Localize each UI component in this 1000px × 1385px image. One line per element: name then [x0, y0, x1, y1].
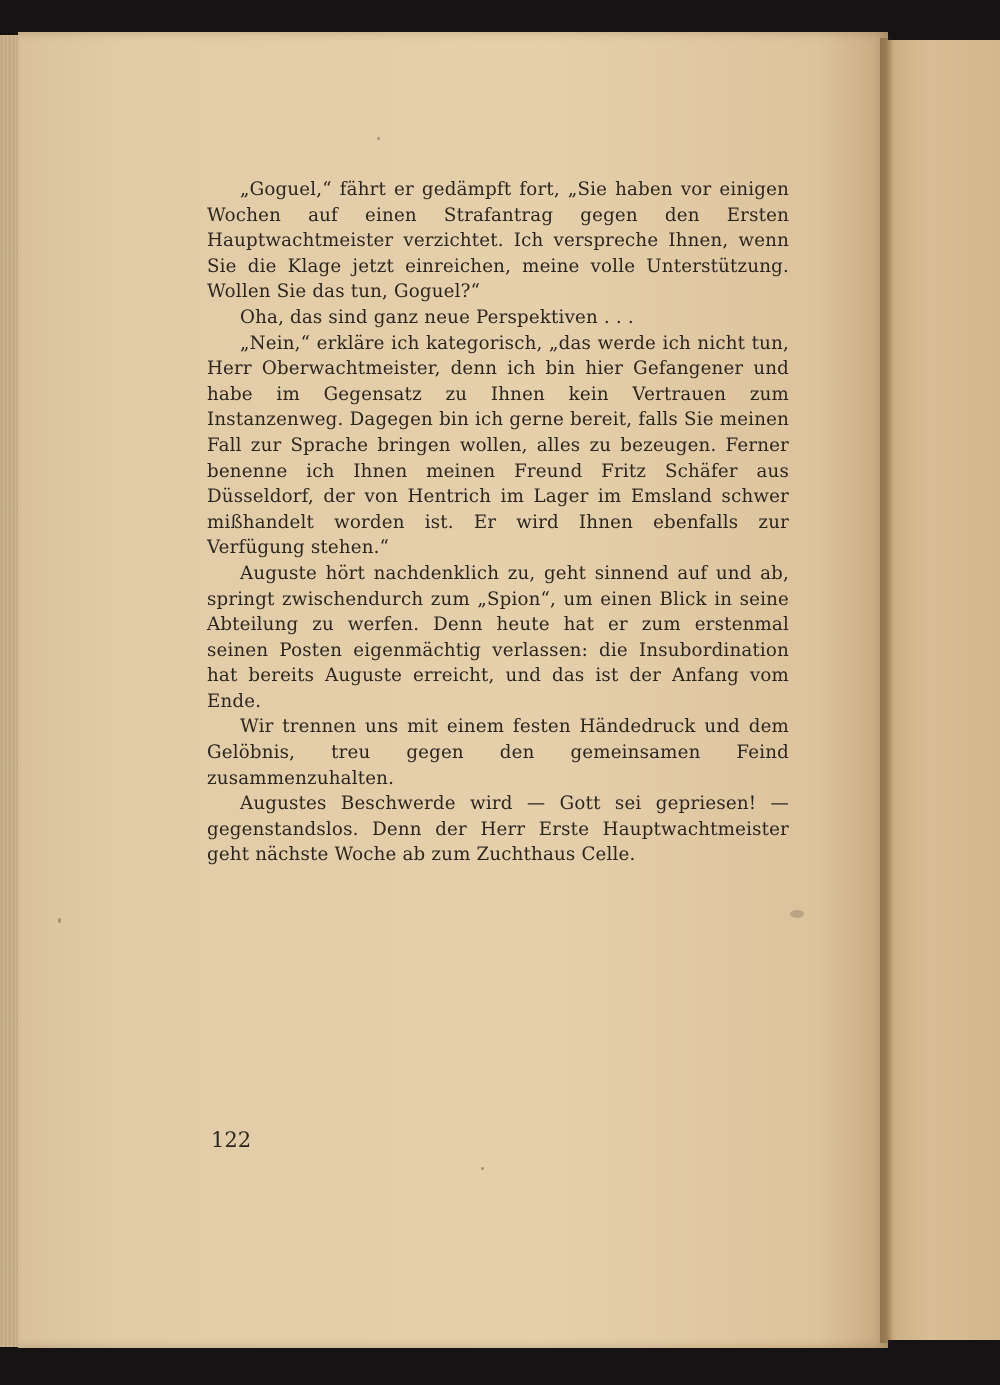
paper-speck — [377, 137, 380, 140]
paragraph: Oha, das sind ganz neue Perspektiven . . . — [240, 306, 634, 328]
paragraph: Wir trennen uns mit einem festen Händedruck und dem Gelöbnis, treu gegen den gemeinsamen Feind zusammenzuhalten. — [207, 716, 789, 789]
facing-page — [887, 40, 1000, 1340]
paragraph: „Goguel,“ fährt er gedämpft fort, „Sie haben vor einigen Wochen auf einen Strafantrag gegen den Ersten Hauptwachtmeister verzichtet. Ich verspreche Ihnen, wenn Sie die Klage jetzt einreichen, meine volle Unterstützung. Wollen Sie das tun, Goguel?“ — [207, 179, 789, 303]
paper-speck — [790, 910, 804, 918]
book-gutter — [880, 38, 892, 1343]
body-text — [207, 177, 789, 868]
paragraph: Auguste hört nachdenklich zu, geht sinnend auf und ab, springt zwischendurch zum „Spion“, um einen Blick in seine Abteilung zu werfen. Denn heute hat er zum erstenmal seinen Posten eigenmächtig verlassen: die Insubordination hat bereits Auguste erreicht, und das ist der Anfang vom Ende. — [207, 562, 789, 712]
paragraph: „Nein,“ erkläre ich kategorisch, „das werde ich nicht tun, Herr Oberwachtmeister, denn ich bin hier Gefangener und habe im Gegensatz zu Ihnen kein Vertrauen zum Instanzenweg. Dagegen bin ich gerne bereit, falls Sie meinen Fall zur Sprache bringen wollen, alles zu bezeugen. Ferner benenne ich Ihnen meinen Freund Fritz Schäfer aus Düsseldorf, der von Hentrich im Lager im Emsland schwer mißhandelt worden ist. Er wird Ihnen ebenfalls zur Verfügung stehen.“ — [207, 332, 789, 559]
page-number: 122 — [211, 1128, 252, 1152]
paragraph: Augustes Beschwerde wird — Gott sei gepriesen! — gegenstandslos. Denn der Herr Erste Hauptwachtmeister geht nächste Woche ab zum Zuchthaus Celle. — [207, 793, 789, 866]
paper-speck — [58, 918, 61, 923]
paper-speck — [481, 1167, 484, 1170]
